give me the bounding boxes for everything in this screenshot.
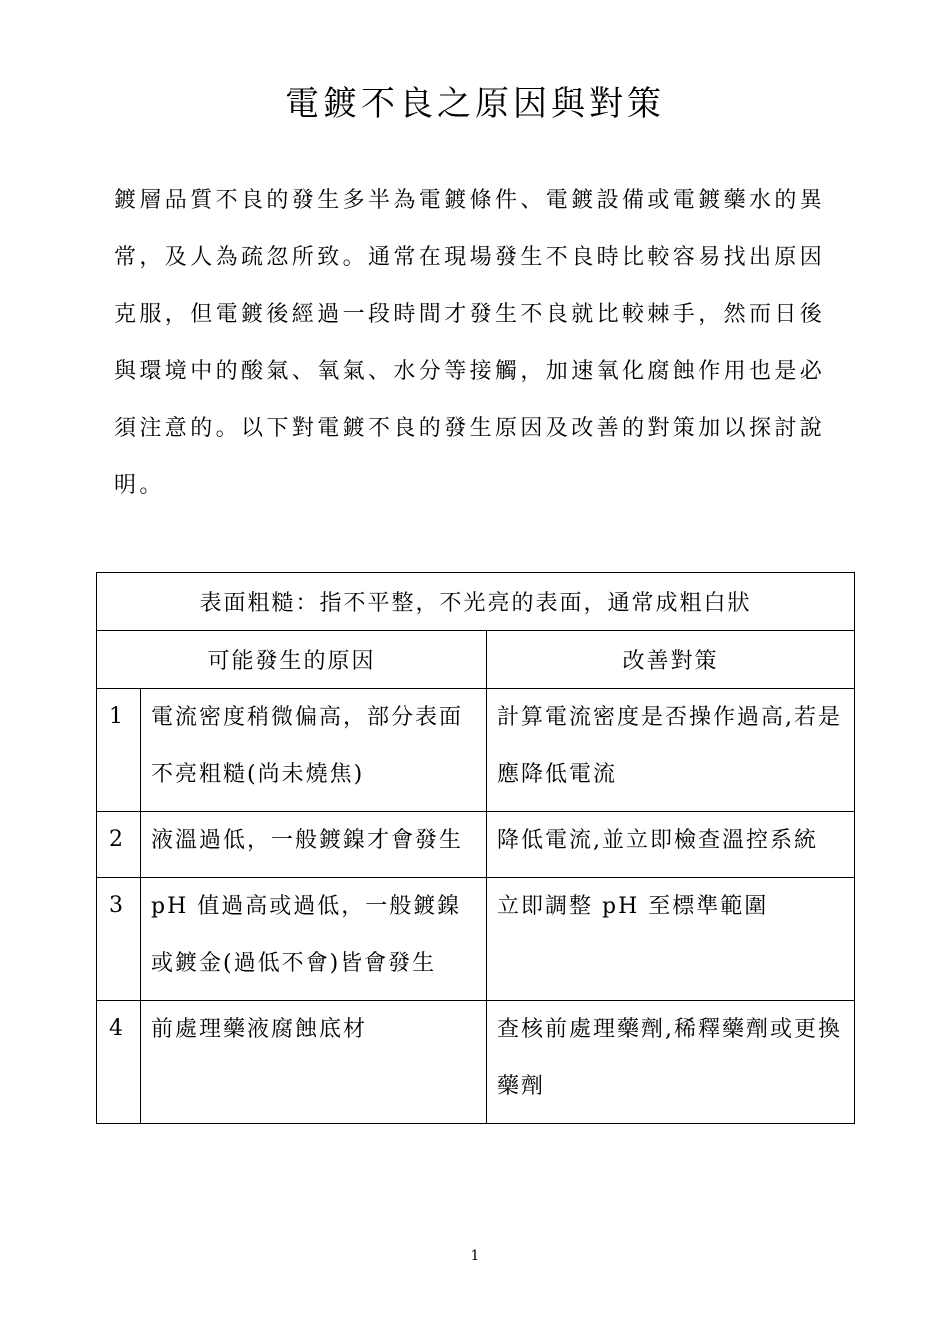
row-cause xyxy=(141,1001,487,1124)
row-action-text: 立即調整 pH 至標準範圍 xyxy=(497,894,769,919)
row-cause-text: 前處理藥液腐蝕底材 xyxy=(151,1017,368,1042)
row-action xyxy=(487,878,855,1001)
table-row xyxy=(97,1001,855,1124)
row-number: 4 xyxy=(97,1001,141,1124)
table-caption: 表面粗糙：指不平整，不光亮的表面，通常成粗白狀 xyxy=(97,573,855,631)
intro-paragraph: 鍍層品質不良的發生多半為電鍍條件、電鍍設備或電鍍藥水的異常，及人為疏忽所致。通常在現場發生不良時比較容易找出原因克服，但電鍍後經過一段時間才發生不良就比較棘手，然而日後與環境中的酸氣、氧氣、水分等接觸，加速氧化腐蝕作用也是必須注意的。以下對電鍍不良的發生原因及改善的對策加以探討說明。 xyxy=(114,188,826,498)
row-number: 3 xyxy=(97,878,141,1001)
row-cause xyxy=(141,878,487,1001)
table-row xyxy=(97,812,855,878)
header-cause: 可能發生的原因 xyxy=(97,631,487,689)
row-action xyxy=(487,812,855,878)
row-number: 2 xyxy=(97,812,141,878)
row-cause xyxy=(141,812,487,878)
row-action xyxy=(487,1001,855,1124)
row-action xyxy=(487,689,855,812)
row-action-text: 查核前處理藥劑,稀釋藥劑或更換藥劑 xyxy=(497,1017,842,1099)
page-number: 1 xyxy=(470,1248,480,1264)
header-action: 改善對策 xyxy=(487,631,855,689)
row-cause xyxy=(141,689,487,812)
row-cause-text: 液溫過低，一般鍍鎳才會發生 xyxy=(151,828,464,853)
row-cause-text: 電流密度稍微偏高，部分表面不亮粗糙(尚未燒焦) xyxy=(151,705,464,787)
document-title: 電鍍不良之原因與對策 xyxy=(285,84,665,124)
row-action-text: 降低電流,並立即檢查溫控系統 xyxy=(497,828,818,853)
row-cause-text: pH 值過高或過低，一般鍍鎳或鍍金(過低不會)皆會發生 xyxy=(151,894,462,976)
row-number: 1 xyxy=(97,689,141,812)
row-action-text: 計算電流密度是否操作過高,若是應降低電流 xyxy=(497,705,842,787)
table-caption-row xyxy=(97,573,855,631)
table-row xyxy=(97,689,855,812)
defect-table xyxy=(96,572,855,1124)
table-row xyxy=(97,878,855,1001)
table-header-row xyxy=(97,631,855,689)
